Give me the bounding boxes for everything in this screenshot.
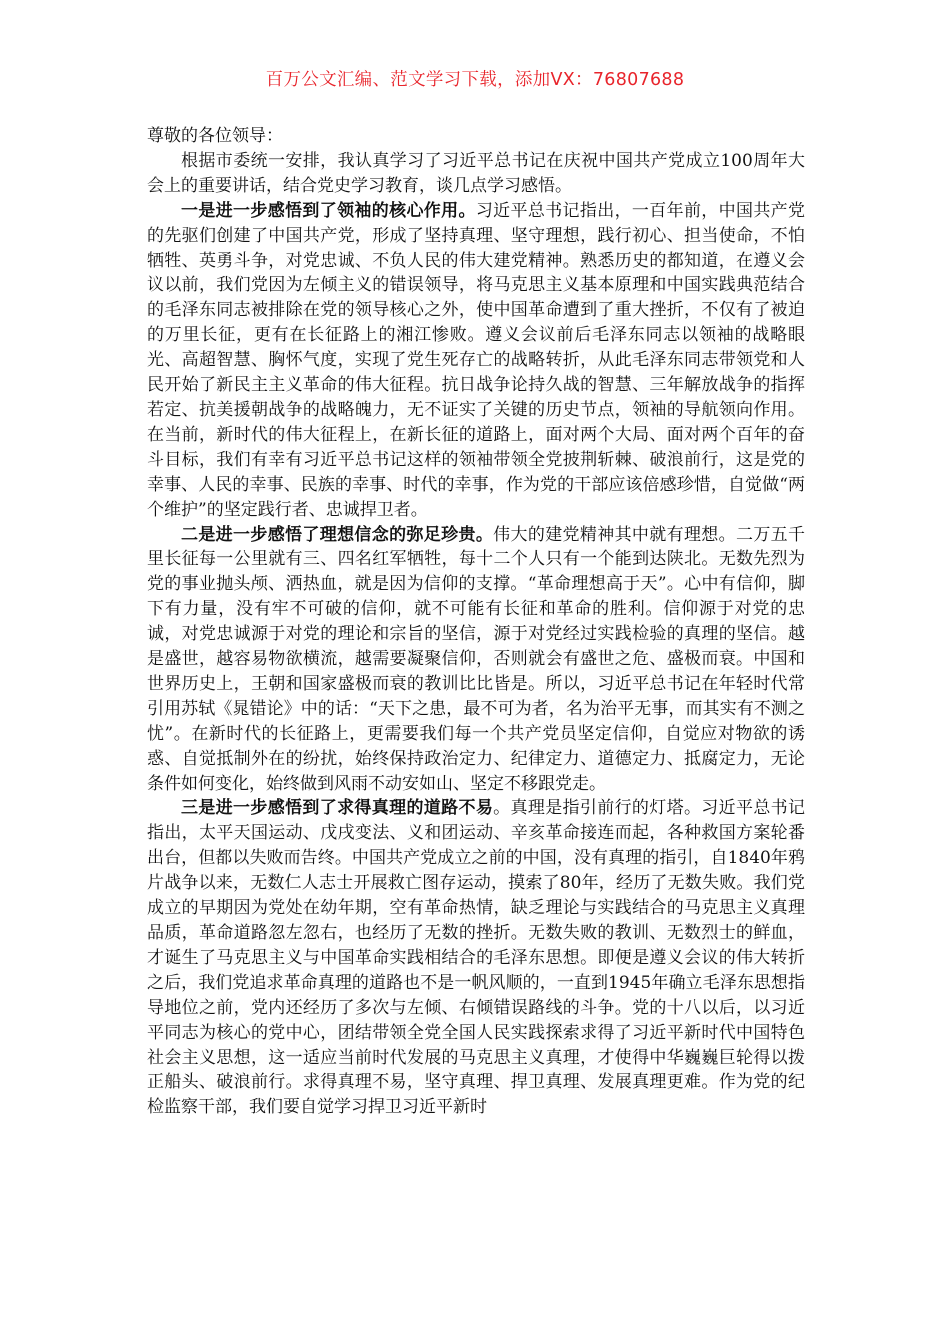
document-body xyxy=(147,124,805,1120)
section-text-2: 伟大的建党精神其中就有理想。二万五千里长征每一公里就有三、四名红军牺牲，每十二个人只有一个能到达陕北。无数先烈为党的事业抛头颅、洒热血，就是因为信仰的支撑。“革命理想高于天”。心中有信仰，脚下有力量，没有牢不可破的信仰，就不可能有长征和革命的胜利。信仰源于对党的忠诚，对党忠诚源于对党的理论和宗旨的坚信，源于对党经过实践检验的真理的坚信。越是盛世，越容易物欲横流，越需要凝聚信仰，否则就会有盛世之危、盛极而衰。中国和世界历史上，王朝和国家盛极而衰的教训比比皆是。所以，习近平总书记在年轻时代常引用苏轼《晁错论》中的话：“天下之患，最不可为者，名为治平无事，而其实有不测之忧”。在新时代的长征路上，更需要我们每一个共产党员坚定信仰，自觉应对物欲的诱惑、自觉抵制外在的纷扰，始终保持政治定力、纪律定力、道德定力、抵腐定力，无论条件如何变化，始终做到风雨不动安如山、坚定不移跟党走。 xyxy=(147,524,805,794)
section-lead-2: 二是进一步感悟了理想信念的弥足珍贵。 xyxy=(181,524,494,545)
section-paragraph-2 xyxy=(147,523,805,797)
intro-paragraph: 根据市委统一安排，我认真学习了习近平总书记在庆祝中国共产党成立100周年大会上的重要讲话，结合党史学习教育，谈几点学习感悟。 xyxy=(147,150,805,196)
section-text-1: 习近平总书记指出，一百年前，中国共产党的先驱们创建了中国共产党，形成了坚持真理、坚守理想，践行初心、担当使命，不怕牺牲、英勇斗争，对党忠诚、不负人民的伟大建党精神。熟悉历史的都知道，在遵义会议以前，我们党因为左倾主义的错误领导，将马克思主义基本原理和中国实践典范结合的毛泽东同志被排除在党的领导核心之外，使中国革命遭到了重大挫折，不仅有了被迫的万里长征，更有在长征路上的湘江惨败。遵义会议前后毛泽东同志以领袖的战略眼光、高超智慧、胸怀气度，实现了党生死存亡的战略转折，从此毛泽东同志带领党和人民开始了新民主主义革命的伟大征程。抗日战争论持久战的智慧、三年解放战争的指挥若定、抗美援朝战争的战略魄力，无不证实了关键的历史节点，领袖的导航领向作用。在当前，新时代的伟大征程上，在新长征的道路上，面对两个大局、面对两个百年的奋斗目标，我们有幸有习近平总书记这样的领袖带领全党披荆斩棘、破浪前行，这是党的幸事、人民的幸事、民族的幸事、时代的幸事，作为党的干部应该倍感珍惜，自觉做“两个维护”的坚定践行者、忠诚捍卫者。 xyxy=(147,200,805,520)
section-lead-1: 一是进一步感悟到了领袖的核心作用。 xyxy=(181,200,476,221)
header-banner: 百万公文汇编、范文学习下载，添加VX：76807688 xyxy=(265,70,685,90)
salutation: 尊敬的各位领导： xyxy=(147,126,283,146)
section-paragraph-1 xyxy=(147,199,805,523)
section-text-3: 。真理是指引前行的灯塔。习近平总书记指出，太平天国运动、戊戌变法、义和团运动、辛亥革命接连而起，各种救国方案轮番出台，但都以失败而告终。中国共产党成立之前的中国，没有真理的指引，自1840年鸦片战争以来，无数仁人志士开展救亡图存运动，摸索了80年，经历了无数失败。我们党成立的早期因为党处在幼年期，空有革命热情，缺乏理论与实践结合的马克思主义真理品质，革命道路忽左忽右，也经历了无数的挫折。无数失败的教训、无数烈士的鲜血，才诞生了马克思主义与中国革命实践相结合的毛泽东思想。即便是遵义会议的伟大转折之后，我们党追求革命真理的道路也不是一帆风顺的，一直到1945年确立毛泽东思想指导地位之前，党内还经历了多次与左倾、右倾错误路线的斗争。党的十八以后，以习近平同志为核心的党中心，团结带领全党全国人民实践探索求得了习近平新时代中国特色社会主义思想，这一适应当前时代发展的马克思主义真理，才使得中华巍巍巨轮得以拨正船头、破浪前行。求得真理不易，坚守真理、捍卫真理、发展真理更难。作为党的纪检监察干部，我们要自觉学习捍卫习近平新时 xyxy=(147,798,805,1118)
section-lead-3: 三是进一步感悟到了求得真理的道路不易 xyxy=(181,798,494,819)
section-paragraph-3 xyxy=(147,796,805,1120)
